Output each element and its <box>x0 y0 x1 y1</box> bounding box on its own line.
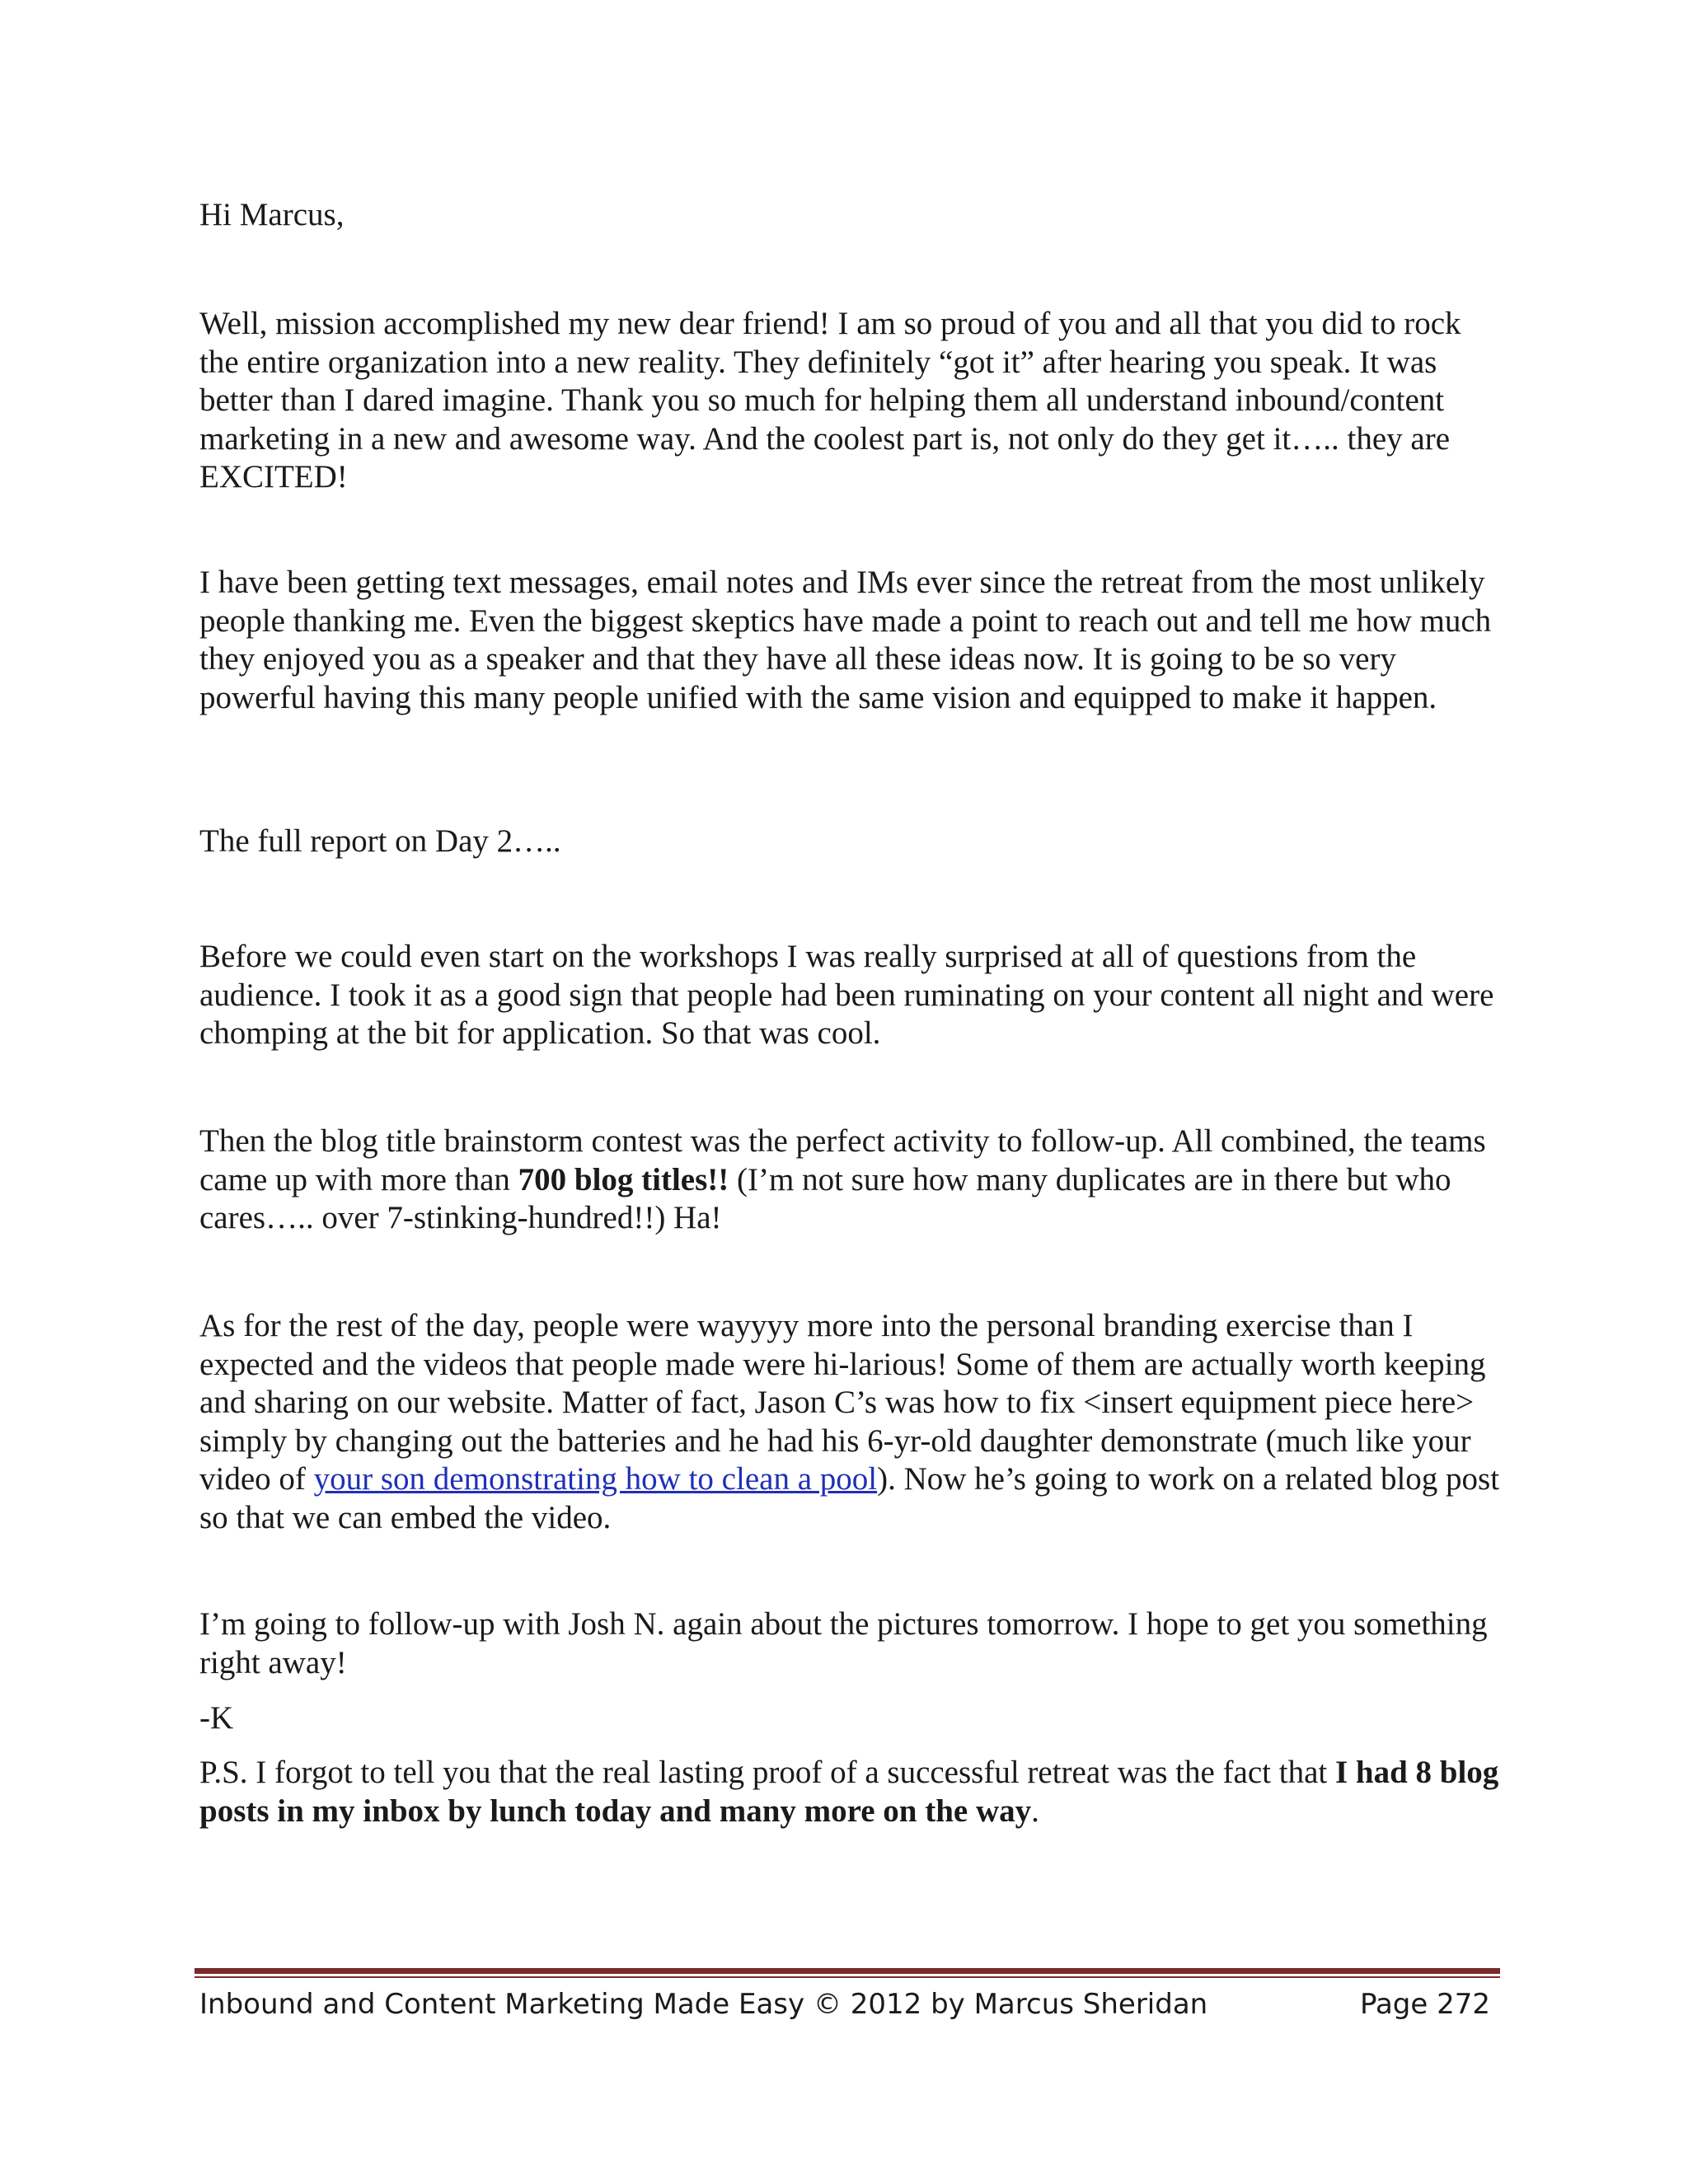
paragraph-personal-branding <box>199 1307 1502 1537</box>
paragraph-postscript <box>199 1754 1502 1830</box>
page-footer <box>199 1981 1490 2027</box>
paragraph-follow-up: I’m going to follow-up with Josh N. again about the pictures tomorrow. I hope to get you something right away! <box>199 1606 1488 1680</box>
paragraph-text-messages: I have been getting text messages, email notes and IMs ever since the retreat from the most unlikely people thanking me. Even the biggest skeptics have made a point to reach out and tell me how much they enjoyed you as a speaker and that they have all these ideas now. It is going to be so very powerful having this many people unified with the same vision and equipped to make it happen. <box>199 565 1492 715</box>
p5-text-start: Then the blog title brainstorm contest was the perfect activity to follow-up. All combined, the teams came up with more than <box>199 1123 1486 1197</box>
ps-text-start: P.S. I forgot to tell you that the real lasting proof of a successful retreat was the fact that <box>199 1755 1335 1790</box>
pool-video-link[interactable]: your son demonstrating how to clean a pool <box>313 1461 878 1497</box>
p5-text-end: (I’m not sure how many duplicates are in there but who cares….. over 7-stinking-hundred!!) Ha! <box>199 1161 1451 1235</box>
paragraph-mission-accomplished: Well, mission accomplished my new dear friend! I am so proud of you and all that you did to rock the entire organization into a new reality. They definitely “got it” after hearing you speak. It was better than I dared imagine. Thank you so much for helping them all understand inbound/content marketing in a new and awesome way. And the coolest part is, not only do they get it….. they are EXCITED! <box>199 306 1461 494</box>
letter-signature: -K <box>199 1700 234 1736</box>
letter-greeting: Hi Marcus, <box>199 197 345 232</box>
blog-titles-count: 700 blog titles!! <box>518 1161 729 1197</box>
footer-divider-thick <box>195 1968 1500 1974</box>
footer-book-title: Inbound and Content Marketing Made Easy © 2012 by Marcus Sheridan <box>199 1988 1208 2021</box>
paragraph-workshops: Before we could even start on the workshops I was really surprised at all of questions from the audience. I took it as a good sign that people had been ruminating on your content all night and were chomping at the bit for application. So that was cool. <box>199 939 1494 1051</box>
paragraph-full-report: The full report on Day 2….. <box>199 823 561 859</box>
ps-text-end: . <box>1031 1793 1039 1829</box>
footer-page-number: Page 272 <box>1359 1988 1490 2021</box>
p6-text-end: ). Now he’s going to work on a related blog post so that we can embed the video. <box>199 1461 1500 1535</box>
ps-blog-posts-highlight: I had 8 blog posts in my inbox by lunch today and many more on the way <box>199 1755 1499 1829</box>
paragraph-blog-title-contest <box>199 1122 1502 1238</box>
p6-text-start: As for the rest of the day, people were wayyyy more into the personal branding exercise than I expected and the videos that people made were hi-larious! Some of them are actually worth keeping and sharing on our website. Matter of fact, Jason C’s was how to fix <insert equipment piece here> simply by changing out the batteries and he had his 6-yr-old daughter demonstrate (much like your video of <box>199 1308 1486 1497</box>
footer-divider-thin <box>195 1976 1500 1978</box>
